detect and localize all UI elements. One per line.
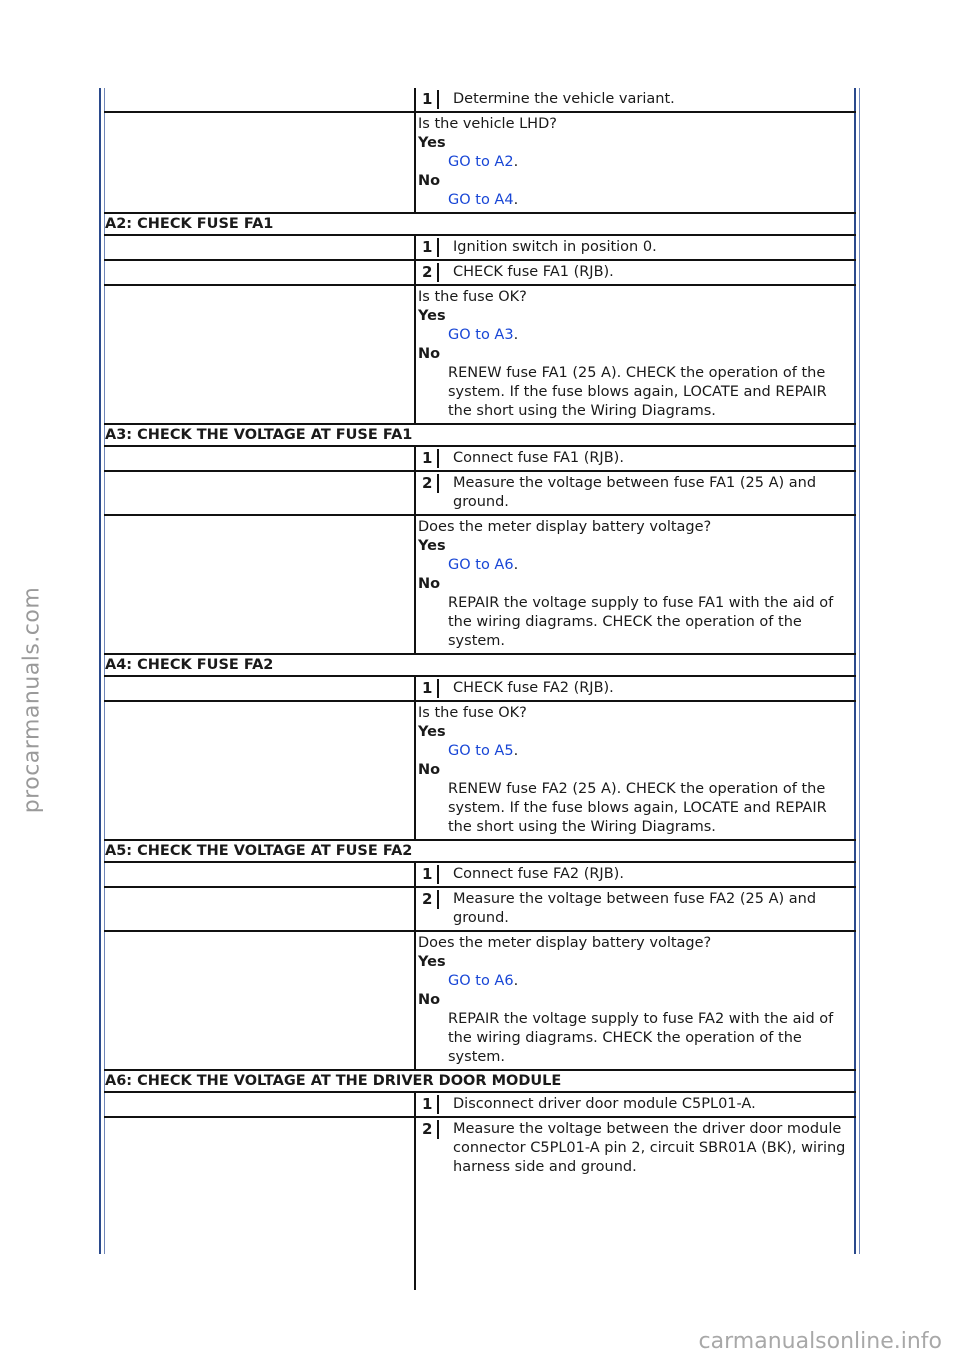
yes-action [418, 153, 856, 172]
yes-suffix: . [513, 154, 519, 170]
step [416, 1093, 856, 1116]
step-text: Measure the voltage between fuse FA1 (25 A) and ground. [453, 475, 817, 510]
yes-action [418, 972, 856, 991]
step-row [104, 676, 856, 701]
question-text: Does the meter display battery voltage? [418, 519, 712, 535]
step [416, 863, 856, 886]
yes-suffix: . [513, 327, 519, 343]
section-heading: A5: CHECK THE VOLTAGE AT FUSE FA2 [104, 840, 856, 862]
question-text: Is the fuse OK? [418, 705, 527, 721]
section-heading: A6: CHECK THE VOLTAGE AT THE DRIVER DOOR MODULE [104, 1070, 856, 1092]
question-row [104, 931, 856, 1070]
no-label: No [418, 762, 441, 778]
step-number: 1 [422, 865, 439, 884]
step-left-cell [104, 1117, 415, 1290]
question-left-cell [104, 285, 415, 424]
question-right-cell [415, 515, 856, 654]
yes-suffix: . [513, 743, 519, 759]
section-heading: A2: CHECK FUSE FA1 [104, 213, 856, 235]
diagnostic-test-table [104, 88, 856, 1290]
step-row [104, 1117, 856, 1290]
no-action [418, 594, 856, 651]
question-block [416, 286, 856, 423]
yes-label: Yes [418, 954, 446, 970]
question-left-cell [104, 515, 415, 654]
section-heading-row [104, 213, 856, 235]
step-right-cell [415, 676, 856, 701]
step [416, 236, 856, 259]
yes-action [418, 326, 856, 345]
step-right-cell [415, 1117, 856, 1290]
no-label: No [418, 173, 441, 189]
step-left-cell [104, 260, 415, 285]
no-action [418, 364, 856, 421]
step-row [104, 446, 856, 471]
step [416, 472, 856, 514]
bottom-watermark: carmanualsonline.info [698, 1329, 942, 1354]
question-block [416, 516, 856, 653]
no-goto-link[interactable]: GO to A4 [448, 192, 514, 208]
yes-label: Yes [418, 135, 446, 151]
step-row [104, 235, 856, 260]
step-number: 2 [422, 263, 439, 282]
yes-goto-link[interactable]: GO to A6 [448, 557, 514, 573]
step-text: Connect fuse FA1 (RJB). [453, 450, 624, 466]
no-action-text: RENEW fuse FA2 (25 A). CHECK the operation of the system. If the fuse blows again, LOCATE and REPAIR the short using the Wiring Diagrams. [448, 781, 827, 835]
question-block [416, 932, 856, 1069]
question-block [416, 113, 856, 212]
step-number: 2 [422, 890, 439, 909]
question-left-cell [104, 931, 415, 1070]
no-label: No [418, 346, 441, 362]
no-action-text: REPAIR the voltage supply to fuse FA1 with the aid of the wiring diagrams. CHECK the operation of the system. [448, 595, 834, 649]
step [416, 261, 856, 284]
question-row [104, 515, 856, 654]
question-text: Does the meter display battery voltage? [418, 935, 712, 951]
step-text: Measure the voltage between fuse FA2 (25 A) and ground. [453, 891, 817, 926]
question-text: Is the vehicle LHD? [418, 116, 557, 132]
question-right-cell [415, 112, 856, 213]
yes-goto-link[interactable]: GO to A6 [448, 973, 514, 989]
frame-line-right-inner [859, 88, 860, 1254]
step-row [104, 260, 856, 285]
step-left-cell [104, 1092, 415, 1117]
step-left-cell [104, 862, 415, 887]
section-heading: A3: CHECK THE VOLTAGE AT FUSE FA1 [104, 424, 856, 446]
step-left-cell [104, 676, 415, 701]
question-left-cell [104, 701, 415, 840]
no-action-text: REPAIR the voltage supply to fuse FA2 with the aid of the wiring diagrams. CHECK the operation of the system. [448, 1011, 834, 1065]
step-row [104, 1092, 856, 1117]
question-row [104, 701, 856, 840]
yes-label: Yes [418, 308, 446, 324]
step-right-cell [415, 235, 856, 260]
step [416, 888, 856, 930]
step-row [104, 862, 856, 887]
question-row [104, 285, 856, 424]
no-action-text: RENEW fuse FA1 (25 A). CHECK the operation of the system. If the fuse blows again, LOCATE and REPAIR the short using the Wiring Diagrams. [448, 365, 827, 419]
step-number: 2 [422, 1120, 439, 1139]
step-right-cell [415, 260, 856, 285]
yes-goto-link[interactable]: GO to A5 [448, 743, 514, 759]
no-label: No [418, 992, 441, 1008]
question-right-cell [415, 931, 856, 1070]
step-text: Ignition switch in position 0. [453, 239, 657, 255]
yes-action [418, 742, 856, 761]
no-suffix: . [513, 192, 519, 208]
yes-label: Yes [418, 724, 446, 740]
frame-line-left [99, 88, 101, 1254]
step-number: 1 [422, 679, 439, 698]
step-text: Connect fuse FA2 (RJB). [453, 866, 624, 882]
step [416, 1118, 856, 1179]
step-left-cell [104, 446, 415, 471]
section-heading-row [104, 654, 856, 676]
step-text: CHECK fuse FA1 (RJB). [453, 264, 614, 280]
step [416, 88, 856, 111]
yes-suffix: . [513, 973, 519, 989]
step [416, 677, 856, 700]
section-heading-row [104, 840, 856, 862]
no-action [418, 1010, 856, 1067]
question-right-cell [415, 701, 856, 840]
step-row [104, 887, 856, 931]
step-text: Measure the voltage between the driver door module connector C5PL01-A pin 2, circuit SBR01A (BK), wiring harness side and ground. [453, 1121, 846, 1175]
step-number: 2 [422, 474, 439, 493]
step-right-cell [415, 88, 856, 112]
step-right-cell [415, 887, 856, 931]
yes-goto-link[interactable]: GO to A3 [448, 327, 514, 343]
step-row [104, 471, 856, 515]
question-left-cell [104, 112, 415, 213]
step-left-cell [104, 88, 415, 112]
no-action [418, 191, 856, 210]
step-number: 1 [422, 238, 439, 257]
step-number: 1 [422, 449, 439, 468]
step-row [104, 88, 856, 112]
step-text: Determine the vehicle variant. [453, 91, 675, 107]
yes-action [418, 556, 856, 575]
step-left-cell [104, 471, 415, 515]
no-action [418, 780, 856, 837]
side-watermark: procarmanuals.com [19, 586, 45, 814]
question-right-cell [415, 285, 856, 424]
section-heading-row [104, 1070, 856, 1092]
step-left-cell [104, 235, 415, 260]
no-label: No [418, 576, 441, 592]
question-text: Is the fuse OK? [418, 289, 527, 305]
question-row [104, 112, 856, 213]
step-right-cell [415, 471, 856, 515]
step-text: Disconnect driver door module C5PL01-A. [453, 1096, 756, 1112]
yes-goto-link[interactable]: GO to A2 [448, 154, 514, 170]
step-right-cell [415, 446, 856, 471]
step-text: CHECK fuse FA2 (RJB). [453, 680, 614, 696]
step [416, 447, 856, 470]
question-block [416, 702, 856, 839]
step-right-cell [415, 862, 856, 887]
step-number: 1 [422, 90, 439, 109]
step-number: 1 [422, 1095, 439, 1114]
yes-label: Yes [418, 538, 446, 554]
section-heading: A4: CHECK FUSE FA2 [104, 654, 856, 676]
yes-suffix: . [513, 557, 519, 573]
section-heading-row [104, 424, 856, 446]
step-left-cell [104, 887, 415, 931]
step-right-cell [415, 1092, 856, 1117]
